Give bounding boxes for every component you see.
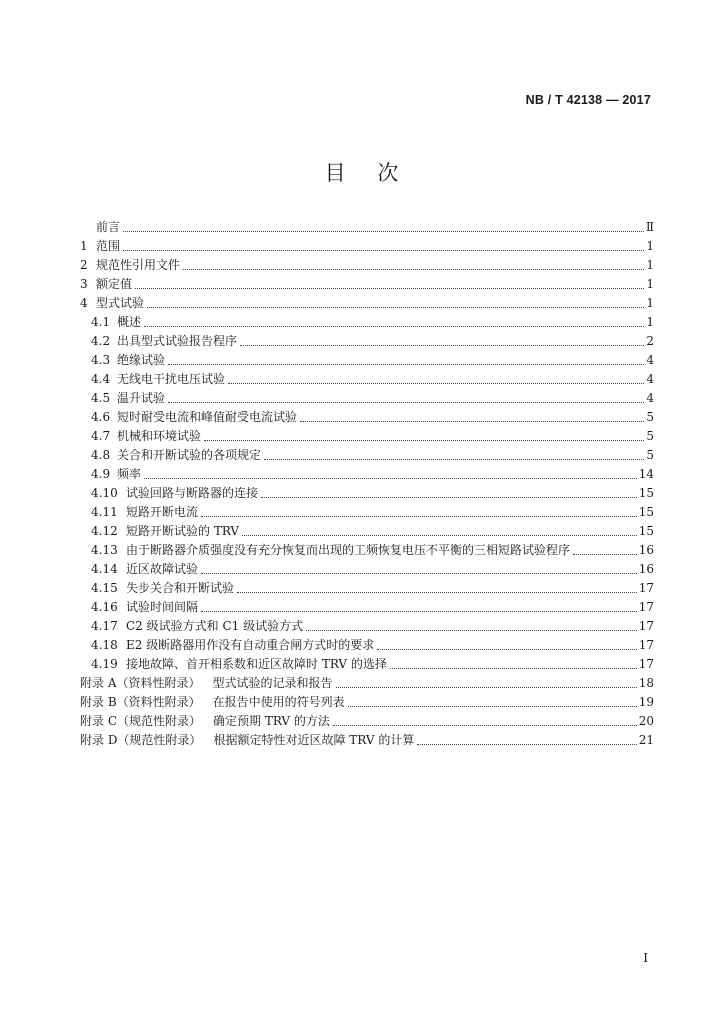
toc-entry-number: 4.18: [91, 638, 118, 652]
toc-entry-page: 4: [646, 391, 654, 405]
toc-entry[interactable]: [80, 617, 654, 636]
toc-dot-leader: [348, 706, 637, 707]
toc-entry-title: 关合和开断试验的各项规定: [117, 448, 262, 462]
toc-entry-title: 出具型式试验报告程序: [117, 334, 238, 348]
toc-entry[interactable]: [80, 256, 654, 275]
toc-dot-leader: [168, 364, 644, 365]
toc-entry-title: 绝缘试验: [117, 353, 166, 367]
toc-entry-page: 15: [638, 505, 654, 519]
toc-entry[interactable]: [80, 712, 654, 731]
toc-entry-number: 4.17: [91, 619, 118, 633]
toc-dot-leader: [242, 535, 637, 536]
toc-entry-number: 附录 B（资料性附录）: [80, 695, 201, 709]
toc-dot-leader: [240, 345, 644, 346]
toc-entry[interactable]: [80, 446, 654, 465]
toc-entry-number: 附录 D（规范性附录）: [80, 733, 202, 747]
toc-entry[interactable]: [80, 294, 654, 313]
toc-entry[interactable]: [80, 541, 654, 560]
toc-entry-page: 1: [646, 315, 654, 329]
toc-entry-title: 机械和环境试验: [117, 429, 202, 443]
toc-entry-number: 附录 C（规范性附录）: [80, 714, 201, 728]
toc-entry-title: 失步关合和开断试验: [126, 581, 235, 595]
toc-entry-number: 4.1: [91, 315, 111, 329]
toc-entry-page: 15: [638, 524, 654, 538]
toc-entry-title: 根据额定特性对近区故障 TRV 的计算: [213, 733, 415, 747]
toc-entry-title: 短路开断试验的 TRV: [126, 524, 240, 538]
toc-dot-leader: [168, 402, 644, 403]
toc-entry[interactable]: [80, 731, 654, 750]
toc-dot-leader: [300, 421, 644, 422]
toc-entry[interactable]: [80, 465, 654, 484]
toc-dot-leader: [261, 497, 637, 498]
toc-dot-leader: [237, 592, 637, 593]
toc-entry-page: 5: [646, 448, 654, 462]
toc-entry-title: 在报告中使用的符号列表: [212, 695, 345, 709]
toc-entry[interactable]: [80, 237, 654, 256]
toc-entry-title: E2 级断路器用作没有自动重合闸方式时的要求: [126, 638, 375, 652]
toc-entry-title: C2 级试验方式和 C1 级试验方式: [126, 619, 304, 633]
toc-entry[interactable]: [80, 484, 654, 503]
toc-entry-number: 4.7: [91, 429, 111, 443]
toc-entry-number: 4.6: [91, 410, 111, 424]
toc-entry-page: 19: [638, 695, 654, 709]
toc-dot-leader: [417, 744, 636, 745]
toc-entry-title: 前言: [96, 220, 121, 234]
toc-entry-number: 4.15: [91, 581, 118, 595]
toc-entry-page: 4: [646, 353, 654, 367]
toc-entry-page: 1: [646, 296, 654, 310]
toc-dot-leader: [144, 326, 644, 327]
toc-entry-title: 无线电干扰电压试验: [117, 372, 226, 386]
toc-entry-number: 4.19: [91, 657, 118, 671]
toc-entry-page: Ⅱ: [645, 220, 654, 234]
toc-entry-page: 18: [638, 676, 654, 690]
toc-dot-leader: [306, 630, 637, 631]
toc-entry[interactable]: [80, 351, 654, 370]
toc-dot-leader: [183, 269, 644, 270]
toc-entry-title: 温升试验: [117, 391, 166, 405]
toc-entry[interactable]: [80, 655, 654, 674]
toc-dot-leader: [201, 516, 637, 517]
toc-entry-number: 4.11: [91, 505, 118, 519]
toc-entry-page: 17: [638, 600, 654, 614]
toc-entry[interactable]: [80, 370, 654, 389]
toc-dot-leader: [204, 440, 644, 441]
toc-entry-page: 16: [638, 543, 654, 557]
toc-dot-leader: [336, 687, 637, 688]
toc-entry-title: 型式试验: [96, 296, 145, 310]
toc-entry-page: 15: [638, 486, 654, 500]
toc-entry-title: 频率: [117, 467, 142, 481]
toc-dot-leader: [264, 459, 644, 460]
toc-entry-page: 17: [638, 619, 654, 633]
toc-entry-number: 2: [80, 258, 88, 272]
toc-entry-number: 4.3: [91, 353, 111, 367]
toc-entry[interactable]: [80, 636, 654, 655]
toc-dot-leader: [333, 725, 637, 726]
toc-entry[interactable]: [80, 693, 654, 712]
toc-dot-leader: [390, 668, 637, 669]
toc-entry-number: 4.8: [91, 448, 111, 462]
toc-entry-number: 4.2: [91, 334, 111, 348]
toc-entry-page: 1: [646, 277, 654, 291]
toc-entry-title: 近区故障试验: [126, 562, 199, 576]
toc-entry-page: 5: [646, 410, 654, 424]
toc-entry[interactable]: [80, 674, 654, 693]
toc-dot-leader: [573, 554, 637, 555]
page-number: I: [643, 951, 648, 965]
toc-entry[interactable]: [80, 503, 654, 522]
toc-entry[interactable]: [80, 522, 654, 541]
toc-entry-title: 范围: [96, 239, 121, 253]
toc-entry-title: 试验时间间隔: [126, 600, 199, 614]
toc-entry[interactable]: [80, 389, 654, 408]
toc-entry[interactable]: [80, 275, 654, 294]
toc-entry-page: 17: [638, 581, 654, 595]
toc-entry-number: 4.5: [91, 391, 111, 405]
toc-entry-title: 概述: [117, 315, 142, 329]
toc-entry-number: 4.9: [91, 467, 111, 481]
toc-entry[interactable]: [80, 598, 654, 617]
toc-entry-title: 短时耐受电流和峰值耐受电流试验: [117, 410, 298, 424]
toc-entry-page: 16: [638, 562, 654, 576]
toc-entry-page: 17: [638, 657, 654, 671]
toc-entry-title: 试验回路与断路器的连接: [126, 486, 259, 500]
toc-entry[interactable]: [80, 332, 654, 351]
toc-entry-title: 由于断路器介质强度没有充分恢复而出现的工频恢复电压不平衡的三相短路试验程序: [126, 543, 571, 557]
toc-dot-leader: [377, 649, 637, 650]
toc-entry-number: 4.13: [91, 543, 118, 557]
toc-entry[interactable]: [80, 408, 654, 427]
toc-entry-number: 4.10: [91, 486, 118, 500]
toc-dot-leader: [123, 231, 644, 232]
toc-entry-number: 1: [80, 239, 88, 253]
toc-entry-number: 4.12: [91, 524, 118, 538]
toc-entry-title: 短路开断电流: [126, 505, 199, 519]
toc-dot-leader: [201, 611, 637, 612]
toc-entry-number: 附录 A（资料性附录）: [80, 676, 201, 690]
toc-entry-page: 21: [638, 733, 654, 747]
toc-entry-title: 规范性引用文件: [96, 258, 181, 272]
toc-entry[interactable]: [80, 218, 654, 237]
toc-entry-title: 额定值: [96, 277, 133, 291]
toc-entry-page: 4: [646, 372, 654, 386]
toc-entry[interactable]: [80, 560, 654, 579]
toc-entry-title: 接地故障、首开相系数和近区故障时 TRV 的选择: [126, 657, 387, 671]
toc-entry-page: 5: [646, 429, 654, 443]
toc-entry-title: 确定预期 TRV 的方法: [213, 714, 330, 728]
toc-entry[interactable]: [80, 427, 654, 446]
toc-entry-title: 型式试验的记录和报告: [212, 676, 333, 690]
toc-entry-number: 4: [80, 296, 88, 310]
toc-entry[interactable]: [80, 313, 654, 332]
toc-dot-leader: [228, 383, 644, 384]
toc-entry-number: 3: [80, 277, 88, 291]
toc-dot-leader: [147, 307, 644, 308]
toc-dot-leader: [144, 478, 637, 479]
toc-entry-number: 4.14: [91, 562, 118, 576]
page-title: 目 次: [324, 161, 400, 185]
toc-entry-page: 20: [638, 714, 654, 728]
toc-entry-page: 2: [646, 334, 654, 348]
table-of-contents: [80, 218, 654, 750]
standard-number: NB / T 42138 — 2017: [525, 93, 651, 107]
toc-entry[interactable]: [80, 579, 654, 598]
toc-entry-page: 1: [646, 239, 654, 253]
toc-dot-leader: [135, 288, 644, 289]
toc-entry-page: 1: [646, 258, 654, 272]
toc-entry-page: 14: [638, 467, 654, 481]
toc-entry-page: 17: [638, 638, 654, 652]
toc-entry-number: 4.16: [91, 600, 118, 614]
toc-entry-number: 4.4: [91, 372, 111, 386]
toc-dot-leader: [201, 573, 637, 574]
toc-dot-leader: [123, 250, 644, 251]
